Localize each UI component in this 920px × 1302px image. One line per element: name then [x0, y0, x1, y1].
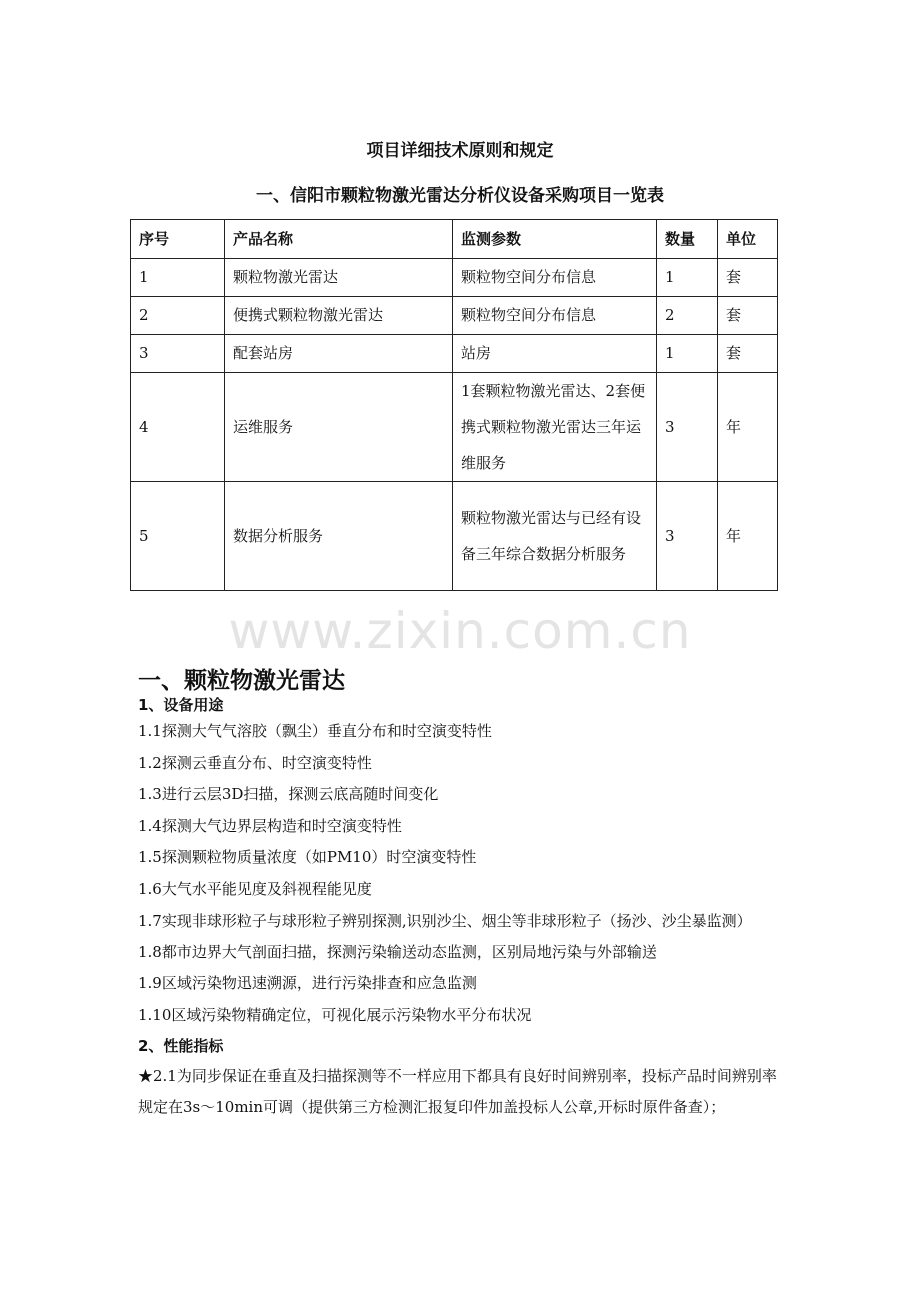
header-cell-product: 产品名称: [225, 220, 453, 259]
table-row: [131, 335, 778, 373]
cell-product: 运维服务: [225, 373, 453, 482]
list-item: 1.8都市边界大气剖面扫描，探测污染输送动态监测，区别局地污染与外部输送: [138, 942, 657, 961]
list-item: 1.4探测大气边界层构造和时空演变特性: [138, 816, 402, 835]
cell-product: 数据分析服务: [225, 482, 453, 591]
list-item: ★2.1为同步保证在垂直及扫描探测等不一样应用下都具有良好时间辨别率，投标产品时间辨别率规定在3s～10min可调（提供第三方检测汇报复印件加盖投标人公章,开标时原件备查）；: [138, 1067, 777, 1117]
cell-parameter: 颗粒物空间分布信息: [453, 259, 657, 297]
cell-product: 便携式颗粒物激光雷达: [225, 297, 453, 335]
subsection-heading-performance: 2、性能指标: [138, 1037, 224, 1056]
cell-parameter: 颗粒物激光雷达与已经有设备三年综合数据分析服务: [453, 482, 657, 591]
subsection-heading-usage: 1、设备用途: [138, 696, 224, 714]
cell-index: 5: [131, 482, 225, 591]
cell-index: 3: [131, 335, 225, 373]
cell-index: 1: [131, 259, 225, 297]
list-item: 1.1探测大气气溶胶（飘尘）垂直分布和时空演变特性: [138, 722, 492, 740]
list-item: 1.3进行云层3D扫描，探测云底高随时间变化: [138, 785, 439, 804]
cell-unit: 年: [718, 482, 778, 591]
section-heading: 一、颗粒物激光雷达: [138, 668, 345, 694]
list-item: 1.2探测云垂直分布、时空演变特性: [138, 753, 372, 772]
cell-unit: 套: [718, 297, 778, 335]
cell-parameter: 1套颗粒物激光雷达、2套便携式颗粒物激光雷达三年运维服务: [453, 373, 657, 482]
cell-product: 颗粒物激光雷达: [225, 259, 453, 297]
table-row: [131, 297, 778, 335]
document-title: 项目详细技术原则和规定: [366, 141, 554, 161]
cell-unit: 套: [718, 335, 778, 373]
section-content: [138, 694, 788, 1123]
list-item: 1.5探测颗粒物质量浓度（如PM10）时空演变特性: [138, 848, 477, 867]
cell-quantity: 1: [657, 259, 718, 297]
list-item: 1.10区域污染物精确定位，可视化展示污染物水平分布状况: [138, 1005, 532, 1024]
list-item: 1.9区域污染物迅速溯源，进行污染排查和应急监测: [138, 974, 477, 993]
cell-unit: 套: [718, 259, 778, 297]
table-row: [131, 373, 778, 482]
cell-quantity: 1: [657, 335, 718, 373]
table-row: [131, 482, 778, 591]
cell-quantity: 2: [657, 297, 718, 335]
cell-unit: 年: [718, 373, 778, 482]
cell-parameter: 站房: [453, 335, 657, 373]
procurement-table: [130, 219, 778, 591]
header-cell-index: 序号: [131, 220, 225, 259]
list-item: 1.6大气水平能见度及斜视程能见度: [138, 879, 372, 898]
cell-quantity: 3: [657, 482, 718, 591]
header-cell-parameter: 监测参数: [453, 220, 657, 259]
cell-index: 2: [131, 297, 225, 335]
cell-product: 配套站房: [225, 335, 453, 373]
table-header-row: [131, 220, 778, 259]
header-cell-quantity: 数量: [657, 220, 718, 259]
cell-quantity: 3: [657, 373, 718, 482]
cell-index: 4: [131, 373, 225, 482]
table-row: [131, 259, 778, 297]
cell-parameter: 颗粒物空间分布信息: [453, 297, 657, 335]
table-title: 一、信阳市颗粒物激光雷达分析仪设备采购项目一览表: [256, 186, 664, 206]
list-item: 1.7实现非球形粒子与球形粒子辨别探测,识别沙尘、烟尘等非球形粒子（扬沙、沙尘暴监测）: [138, 911, 752, 930]
header-cell-unit: 单位: [718, 220, 778, 259]
watermark: www.zixin.com.cn: [228, 602, 692, 660]
